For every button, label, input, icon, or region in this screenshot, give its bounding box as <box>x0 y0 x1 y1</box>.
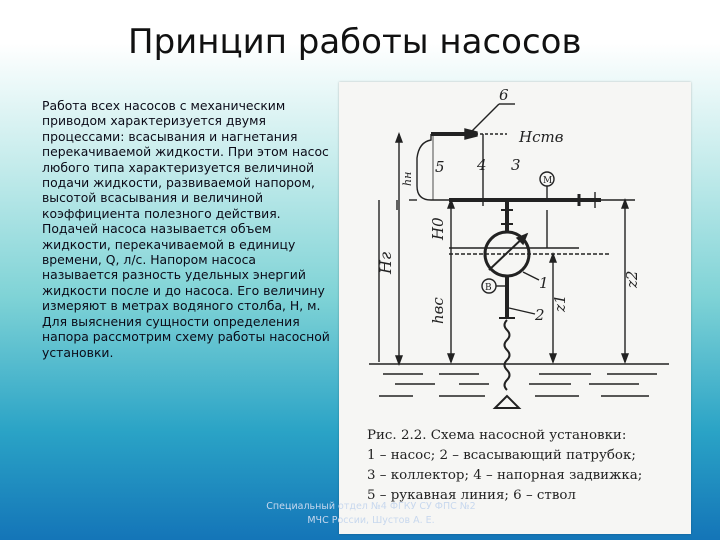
label-h-g: Hг <box>376 251 395 274</box>
footer-line-1: Специальный отдел №4 ФГКУ СУ ФПС №2 <box>266 501 476 512</box>
nozzle-leader <box>471 104 499 132</box>
label-gauge-v: В <box>485 283 492 293</box>
label-h-stv: Hств <box>519 128 564 146</box>
label-pump-1: 1 <box>539 274 549 292</box>
suction-hose <box>505 320 510 390</box>
label-hose-5: 5 <box>435 158 445 176</box>
caption-line: 3 – коллектор; 4 – напорная задвижка; <box>367 468 643 483</box>
label-gauge-m: М <box>543 176 553 186</box>
slide-footer <box>246 500 496 528</box>
label-suction-2: 2 <box>535 306 545 324</box>
label-nozzle-6: 6 <box>499 86 509 104</box>
label-z2: z2 <box>623 270 641 288</box>
caption-line: 5 – рукавная линия; 6 – ствол <box>367 488 576 503</box>
slide-title: Принцип работы насосов <box>128 22 582 62</box>
paragraph-pump-capacity: Подачей насоса называется объем жидкости, перекачиваемой в единицу времени, Q, л/с. Напором насоса называется разность удельных энергий жидкости после и до насоса. Его величину измеряют в метрах водяного столба, Н, м. Для выяснения сущности определения напора рассмотрим схему работы насосной установки. <box>42 221 330 360</box>
slide-body-text <box>42 98 332 360</box>
pump-installation-figure <box>339 82 691 534</box>
caption-line: Рис. 2.2. Схема насосной установки: <box>367 428 627 443</box>
label-collector-3: 3 <box>511 156 521 174</box>
label-valve-4: 4 <box>477 156 487 174</box>
label-h-0: H0 <box>429 217 447 240</box>
suction-strainer <box>495 396 519 408</box>
pump-installation-diagram <box>339 82 691 422</box>
label-z1: z1 <box>551 294 569 312</box>
figure-caption <box>367 426 687 506</box>
paragraph-pump-processes: Работа всех насосов с механическим приводом характеризуется двумя процессами: всасывания и нагнетания перекачиваемой жидкости. При этом насос любого типа характеризуется величиной подачи жидкости, развиваемой напором, высотой всасывания и величиной коэффициента полезного действия. <box>42 98 329 221</box>
caption-line: 1 – насос; 2 – всасывающий патрубок; <box>367 448 636 463</box>
footer-line-2: МЧС России, Шустов А. Е. <box>307 515 435 526</box>
label-h-vs: hвс <box>429 297 447 324</box>
label-h-n: hн <box>401 171 414 186</box>
